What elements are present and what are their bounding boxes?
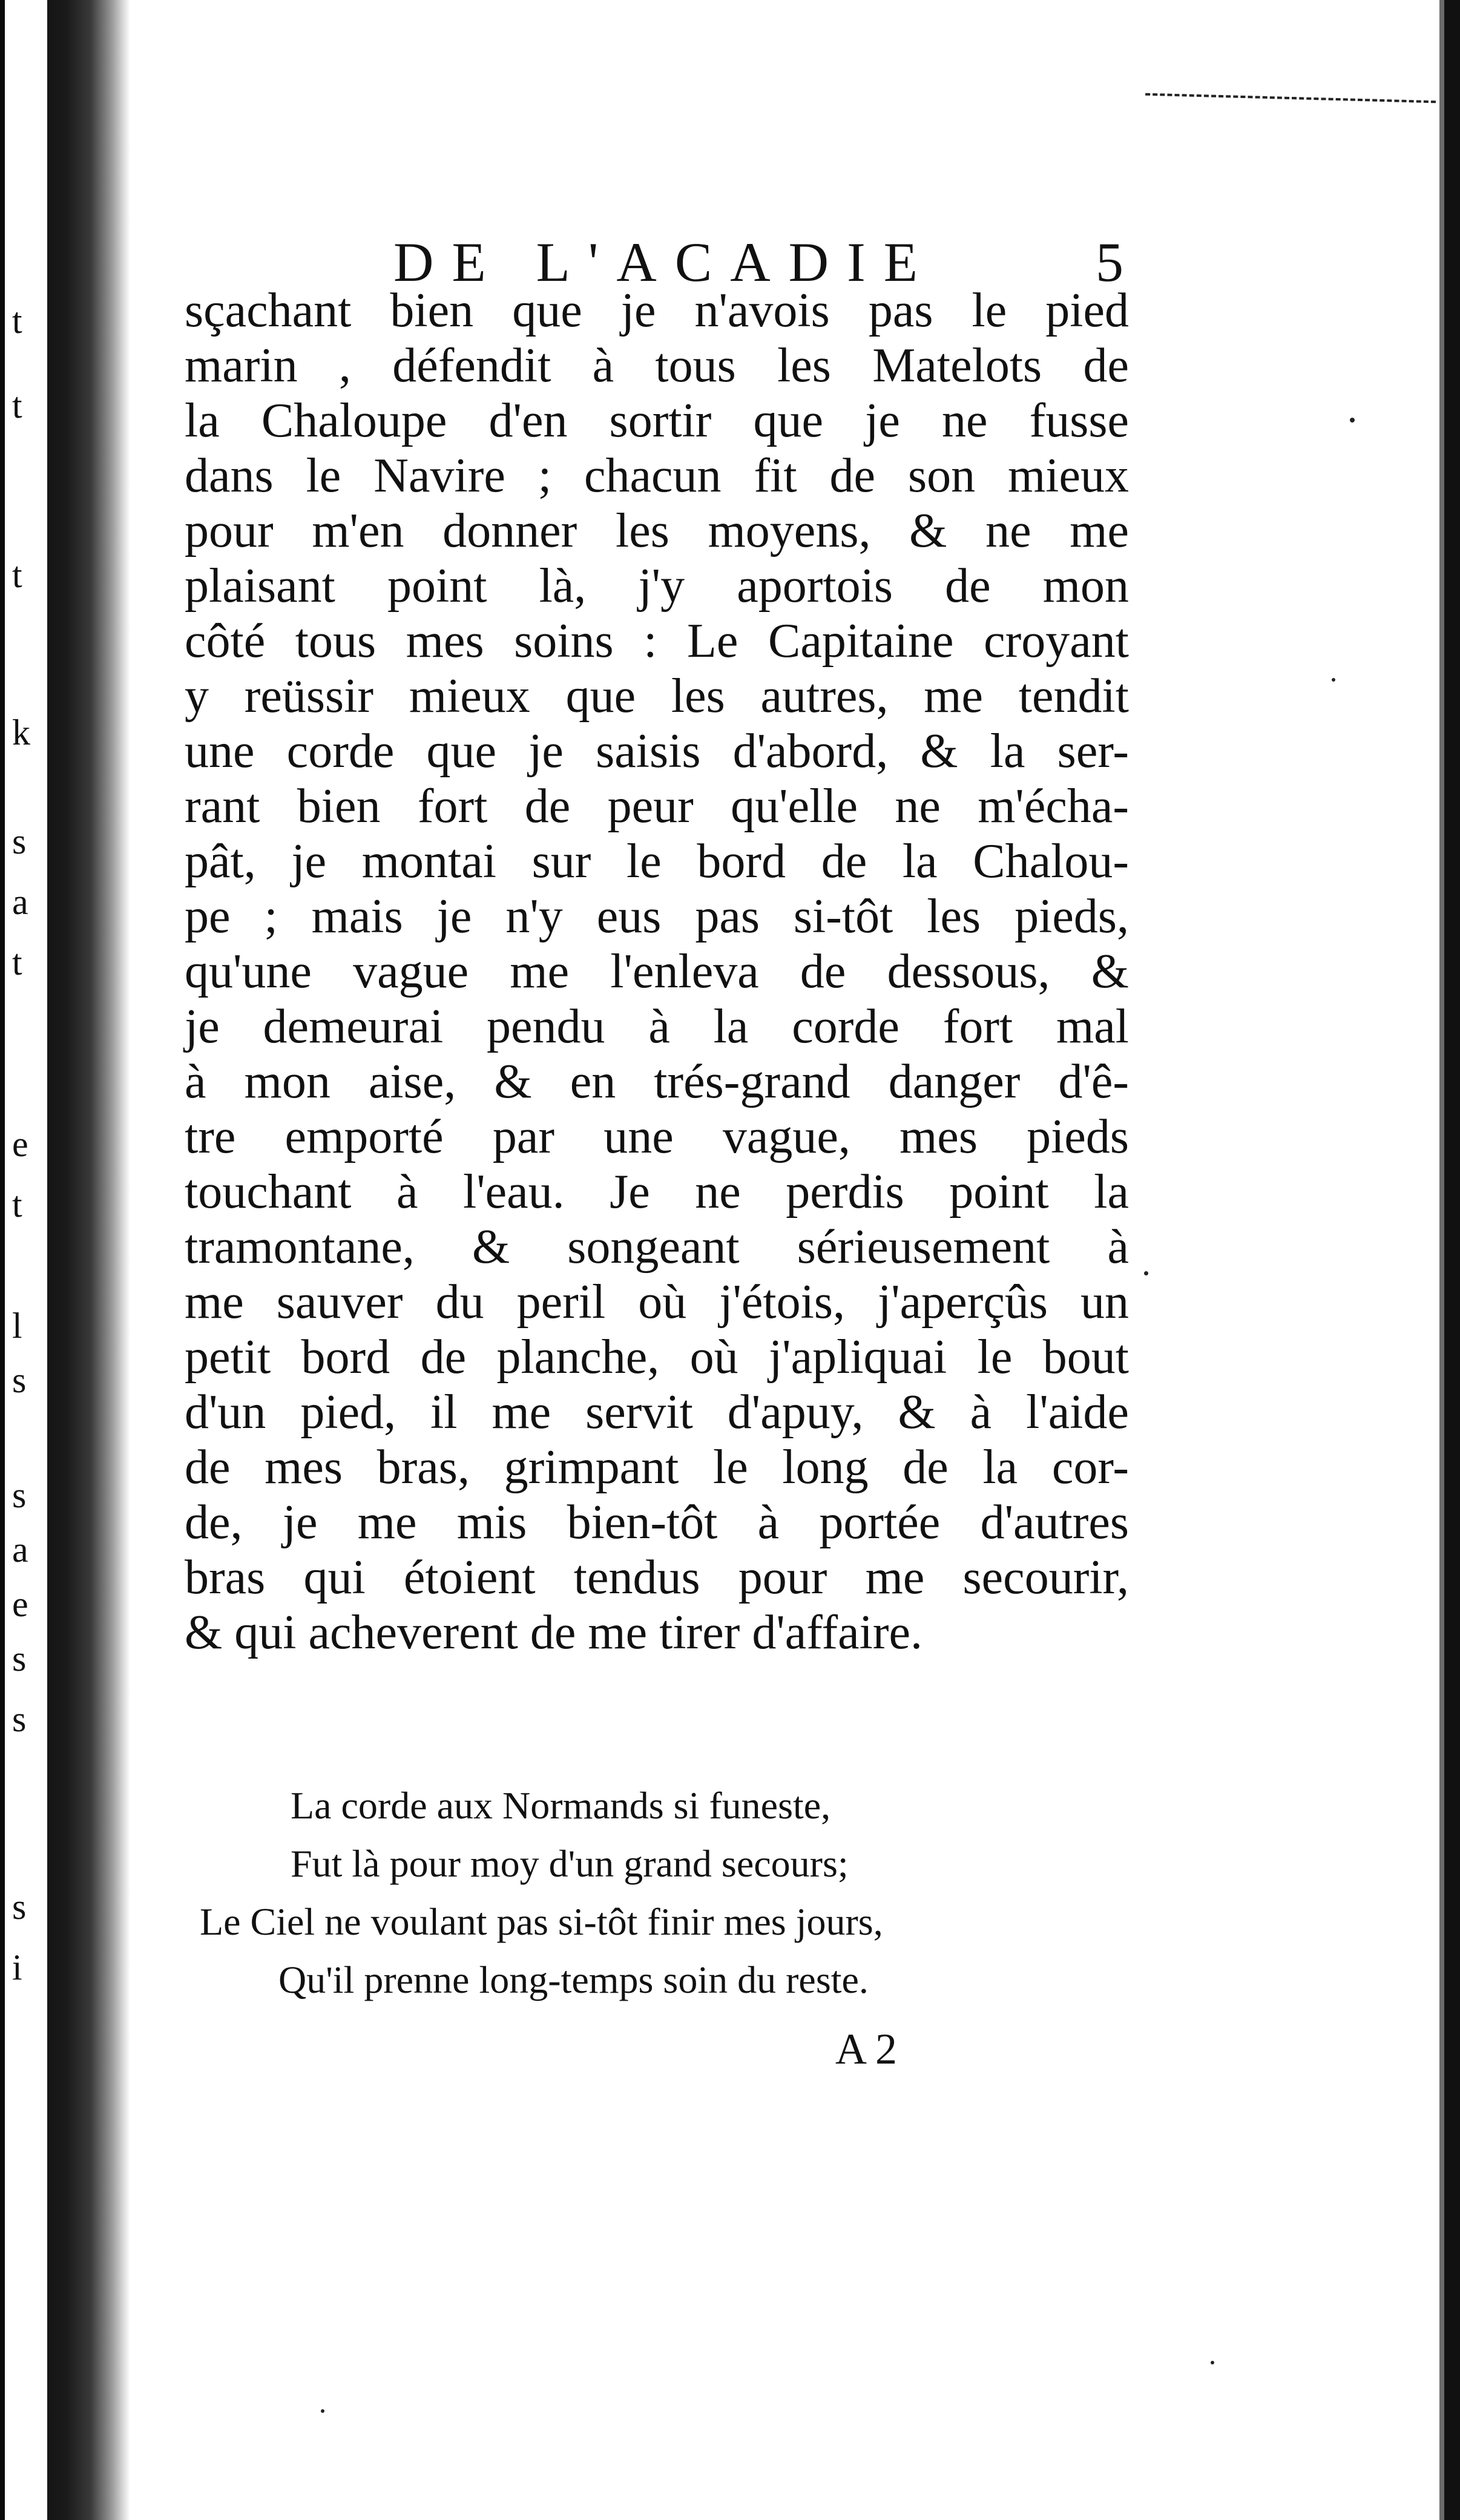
text-line-last: & qui acheverent de me tirer d'affaire. <box>185 1606 922 1659</box>
facing-page-letter: t <box>12 555 22 595</box>
facing-page-strip <box>5 0 47 2520</box>
text-line: pe ; mais je n'y eus pas si-tôt les pieds, <box>185 890 1129 943</box>
facing-page-letter: e <box>12 1584 28 1624</box>
text-line: pour m'en donner les moyens, & ne me <box>185 504 1129 558</box>
text-line: dans le Navire ; chacun fit de son mieux <box>185 449 1129 502</box>
text-line: pât, je montai sur le bord de la Chalou- <box>185 835 1129 888</box>
page-right-edge <box>1444 0 1460 2520</box>
facing-page-letter: s <box>12 821 27 861</box>
facing-page-letter: t <box>12 386 22 426</box>
text-line: je demeurai pendu à la corde fort mal <box>185 1000 1129 1053</box>
page-number: 5 <box>1096 231 1123 293</box>
text-line: tre emporté par une vague, mes pieds <box>185 1110 1129 1163</box>
text-line: plaisant point là, j'y aportois de mon <box>185 559 1129 613</box>
facing-page-letter: l <box>12 1306 22 1346</box>
facing-page-letter: a <box>12 1530 28 1570</box>
scan-speck <box>1350 418 1355 423</box>
text-line: petit bord de planche, où j'apliquai le bout <box>185 1331 1129 1384</box>
facing-page-letter: i <box>12 1947 22 1987</box>
text-line: tramontane, & songeant sérieusement à <box>185 1220 1129 1274</box>
text-line: la Chaloupe d'en sortir que je ne fusse <box>185 394 1129 447</box>
text-line: une corde que je saisis d'abord, & la ser- <box>185 725 1129 778</box>
facing-page-letter: s <box>12 1360 27 1400</box>
text-line: d'un pied, il me servit d'apuy, & à l'aide <box>185 1386 1129 1439</box>
body-text <box>185 283 1129 1660</box>
facing-page-letter: t <box>12 943 22 982</box>
scan-speck <box>1144 1271 1148 1275</box>
text-line: rant bien fort de peur qu'elle ne m'écha- <box>185 780 1129 833</box>
facing-page-letter: t <box>12 1185 22 1225</box>
signature-mark: A 2 <box>835 2025 898 2073</box>
facing-page-letter: s <box>12 1699 27 1739</box>
verse-line: Le Ciel ne voulant pas si-tôt finir mes jours, <box>200 1900 883 1943</box>
scan-speck <box>1332 678 1335 682</box>
scan-speck <box>321 2409 324 2413</box>
text-line: y reüssir mieux que les autres, me tendit <box>185 669 1129 723</box>
page-gutter <box>0 0 130 2520</box>
page-right-shadow <box>1439 0 1444 2520</box>
text-line: à mon aise, & en trés-grand danger d'ê- <box>185 1055 1129 1108</box>
text-line: bras qui étoient tendus pour me secourir, <box>185 1551 1129 1604</box>
verse-line: Fut là pour moy d'un grand secours; <box>291 1842 849 1885</box>
facing-page-letter: k <box>12 712 30 752</box>
facing-page-letter: e <box>12 1124 28 1164</box>
running-head: DE L'ACADIE <box>393 231 936 293</box>
text-line: de, je me mis bien-tôt à portée d'autres <box>185 1496 1129 1549</box>
verse-line: La corde aux Normands si funeste, <box>291 1784 831 1827</box>
text-line: côté tous mes soins : Le Capitaine croyant <box>185 614 1129 668</box>
facing-page-letter: t <box>12 301 22 341</box>
facing-page-letter: s <box>12 1887 27 1927</box>
text-line: me sauver du peril où j'étois, j'aperçûs un <box>185 1275 1129 1329</box>
verse-block <box>200 1777 1144 2009</box>
scan-speck <box>1211 2361 1214 2364</box>
facing-page-letter: a <box>12 882 28 922</box>
facing-page-letter: s <box>12 1475 27 1515</box>
facing-page-letter: s <box>12 1639 27 1679</box>
text-line: sçachant bien que je n'avois pas le pied <box>185 284 1129 337</box>
text-line: qu'une vague me l'enleva de dessous, & <box>185 945 1129 998</box>
scan-artifact-dash <box>1145 93 1436 106</box>
text-line: touchant à l'eau. Je ne perdis point la <box>185 1165 1129 1219</box>
text-line: marin , défendit à tous les Matelots de <box>185 339 1129 392</box>
text-line: de mes bras, grimpant le long de la cor- <box>185 1441 1129 1494</box>
verse-line: Qu'il prenne long-temps soin du reste. <box>278 1958 869 2001</box>
